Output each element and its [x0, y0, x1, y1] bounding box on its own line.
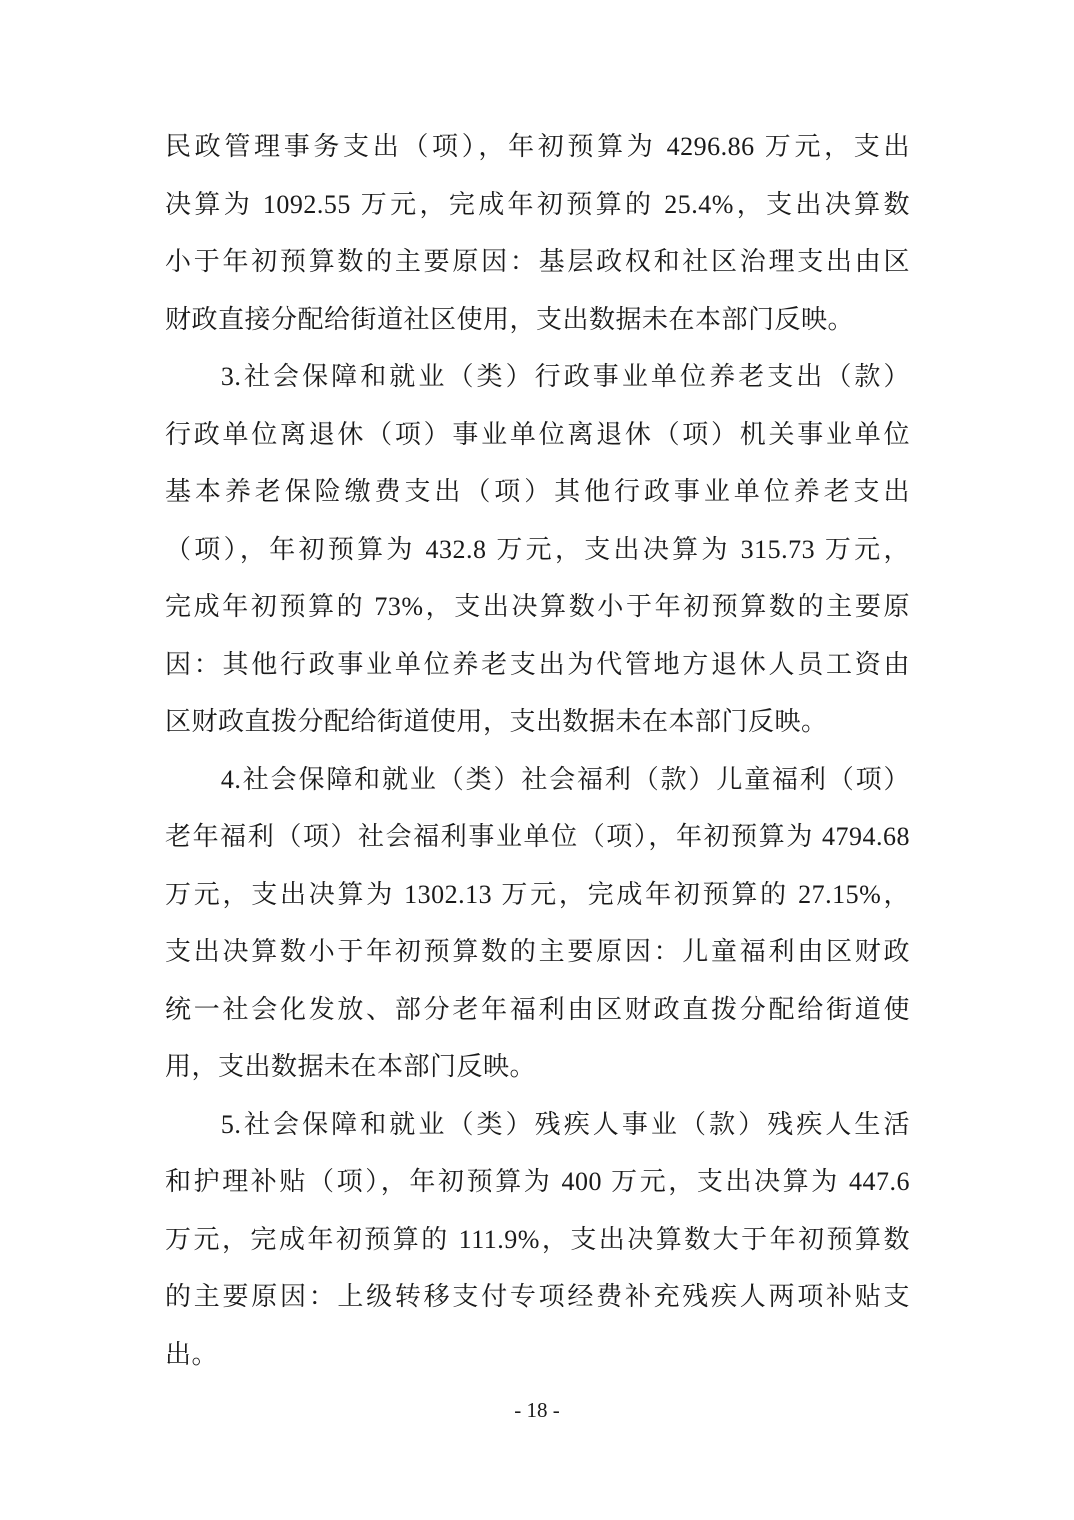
text-line: 的主要原因：上级转移支付专项经费补充残疾人两项补贴支 [165, 1282, 910, 1311]
text-line: 因：其他行政事业单位养老支出为代管地方退休人员工资由 [165, 649, 910, 679]
text-line: 万元，完成年初预算的 111.9%，支出决算数大于年初预算数 [165, 1224, 910, 1254]
text-line: 区财政直拨分配给街道使用，支出数据未在本部门反映。 [165, 707, 828, 736]
text-line: 万元，支出决算为 1302.13 万元，完成年初预算的 27.15%， [165, 879, 910, 909]
paragraph-1 [165, 118, 910, 348]
text-line: 用，支出数据未在本部门反映。 [165, 1052, 537, 1081]
text-line: 老年福利（项）社会福利事业单位（项），年初预算为 4794.68 [165, 822, 910, 851]
text-line: 行政单位离退休（项）事业单位离退休（项）机关事业单位 [165, 419, 910, 449]
text-line: 5.社会保障和就业（类）残疾人事业（款）残疾人生活 [220, 1109, 910, 1139]
paragraph-4 [165, 1096, 910, 1384]
text-line: 财政直接分配给街道社区使用，支出数据未在本部门反映。 [165, 304, 855, 334]
document-body [165, 118, 910, 1383]
text-line: 出。 [165, 1339, 219, 1369]
text-line: 决算为 1092.55 万元，完成年初预算的 25.4%，支出决算数 [165, 189, 910, 219]
text-line: 支出决算数小于年初预算数的主要原因：儿童福利由区财政 [165, 937, 910, 966]
text-line: 3.社会保障和就业（类）行政事业单位养老支出（款） [220, 362, 910, 391]
text-line: 民政管理事务支出（项），年初预算为 4296.86 万元，支出 [165, 132, 910, 161]
text-line: 4.社会保障和就业（类）社会福利（款）儿童福利（项） [220, 764, 910, 794]
text-line: 统一社会化发放、部分老年福利由区财政直拨分配给街道使 [165, 994, 910, 1024]
paragraph-2 [165, 348, 910, 751]
page-number: - 18 - [514, 1398, 560, 1422]
text-line: 和护理补贴（项），年初预算为 400 万元，支出决算为 447.6 [165, 1167, 910, 1196]
text-line: （项），年初预算为 432.8 万元，支出决算为 315.73 万元， [165, 534, 910, 564]
paragraph-3 [165, 751, 910, 1096]
text-line: 基本养老保险缴费支出（项）其他行政事业单位养老支出 [165, 477, 910, 506]
text-line: 完成年初预算的 73%，支出决算数小于年初预算数的主要原 [165, 592, 910, 621]
text-line: 小于年初预算数的主要原因：基层政权和社区治理支出由区 [165, 247, 910, 276]
